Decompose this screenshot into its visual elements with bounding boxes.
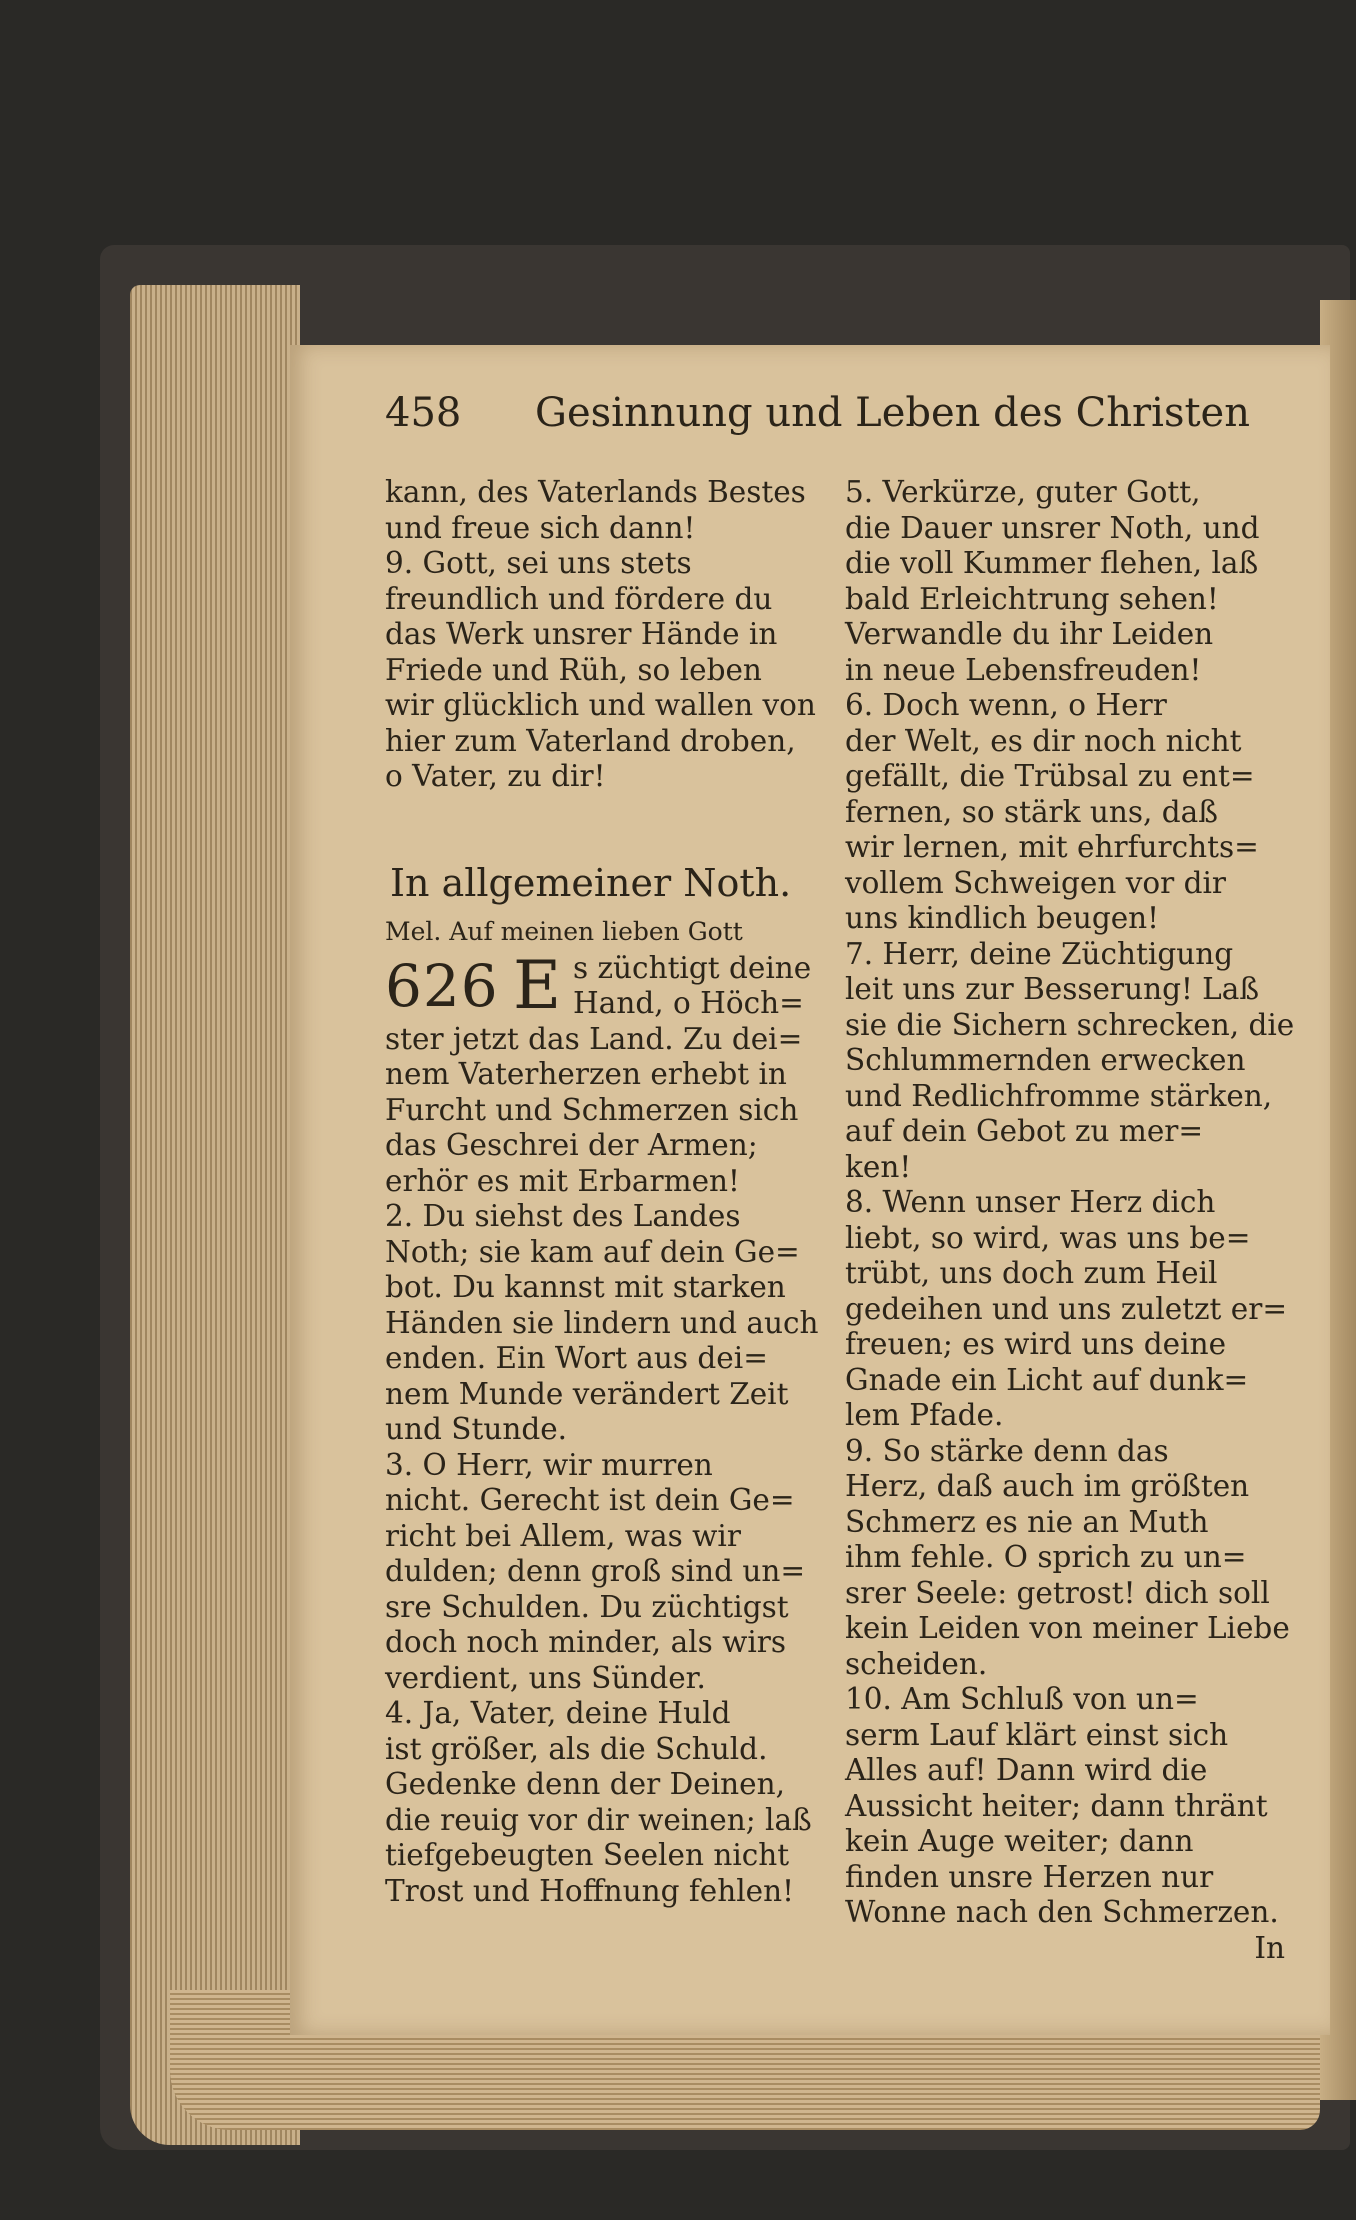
text-line: 6. Doch wenn, o Herr [845, 688, 1167, 722]
text-line: Schmerz es nie an Muth [845, 1504, 1209, 1539]
text-line: Friede und Rüh, so leben [385, 652, 762, 687]
text-line: vollem Schweigen vor dir [845, 865, 1227, 900]
left-column [385, 475, 819, 1909]
left-lines-before [385, 475, 815, 795]
text-line: ster jetzt das Land. Zu dei= [385, 1021, 803, 1056]
text-line: doch noch minder, als wirs [385, 1625, 787, 1659]
text-line: Trost und Hoffnung fehlen! [385, 1873, 794, 1908]
text-line: finden unsre Herzen nur [845, 1859, 1214, 1894]
text-line: und Redlichfromme stärken, [845, 1078, 1273, 1113]
text-line: ken! [845, 1149, 912, 1184]
text-line: ihm fehle. O sprich zu un= [845, 1540, 1247, 1574]
text-line: freundlich und fördere du [385, 581, 773, 616]
hymn-number: 626 [385, 951, 499, 1020]
text-line: wir lernen, mit ehrfurchts= [845, 830, 1259, 864]
text-line: das Geschrei der Armen; [385, 1128, 758, 1162]
text-line: und freue sich dann! [385, 510, 696, 545]
text-line: tiefgebeugten Seelen nicht [385, 1838, 790, 1872]
text-line: ist größer, als die Schuld. [385, 1731, 768, 1766]
text-line: scheiden. [845, 1646, 988, 1681]
text-line: serm Lauf klärt einst sich [845, 1717, 1229, 1752]
spacer [385, 795, 815, 853]
text-line: gedeihen und uns zuletzt er= [845, 1291, 1288, 1326]
text-line: Gnade ein Licht auf dunk= [845, 1362, 1249, 1397]
text-line: hier zum Vaterland droben, [385, 723, 796, 758]
text-line: sie die Sichern schrecken, die [845, 1007, 1295, 1042]
text-line: kein Auge weiter; dann [845, 1824, 1194, 1858]
melody-line: Mel. Auf meinen lieben Gott [385, 916, 743, 946]
text-line: Gedenke denn der Deinen, [385, 1767, 785, 1801]
text-line: die reuig vor dir weinen; laß [385, 1802, 812, 1837]
text-line: Furcht und Schmerzen sich [385, 1092, 799, 1127]
hymn-heading [385, 946, 815, 1024]
text-line: Alles auf! Dann wird die [845, 1753, 1208, 1787]
text-line: 2. Du siehst des Landes [385, 1199, 741, 1233]
text-line: 5. Verkürze, guter Gott, [845, 475, 1201, 509]
text-line: uns kindlich beugen! [845, 901, 1160, 935]
running-title: Gesinnung und Leben des Christen [535, 390, 1250, 436]
text-line: trübt, uns doch zum Heil [845, 1256, 1218, 1290]
book-page [290, 345, 1330, 2035]
text-line: richt bei Allem, was wir [385, 1518, 741, 1553]
text-line: srer Seele: getrost! dich soll [845, 1575, 1270, 1610]
text-line: Herz, daß auch im größten [845, 1469, 1250, 1503]
text-line: bald Erleichtrung sehen! [845, 581, 1219, 616]
text-line: enden. Ein Wort aus dei= [385, 1341, 768, 1375]
text-line: sre Schulden. Du züchtigst [385, 1589, 789, 1624]
catchword: In [1254, 1930, 1285, 1965]
text-line: leit uns zur Besserung! Laß [845, 972, 1260, 1006]
text-line: kann, des Vaterlands Bestes [385, 475, 806, 509]
text-line: Wonne nach den Schmerzen. [845, 1895, 1279, 1929]
text-line: 9. Gott, sei uns stets [385, 546, 692, 580]
text-line: Noth; sie kam auf dein Ge= [385, 1234, 800, 1269]
left-lines-after [385, 1021, 819, 1910]
text-line: 3. O Herr, wir murren [385, 1447, 713, 1482]
text-line: Aussicht heiter; dann thränt [845, 1788, 1268, 1823]
text-line: bot. Du kannst mit starken [385, 1270, 786, 1304]
text-line: s züchtigt deine [573, 950, 812, 985]
text-line: der Welt, es dir noch nicht [845, 723, 1242, 758]
text-line: 7. Herr, deine Züchtigung [845, 936, 1234, 971]
text-line: dulden; denn groß sind un= [385, 1554, 806, 1588]
text-line: erhör es mit Erbarmen! [385, 1163, 740, 1198]
text-line: nem Munde verändert Zeit [385, 1376, 789, 1411]
section-title: In allgemeiner Noth. [390, 860, 792, 905]
text-line: nem Vaterherzen erhebt in [385, 1057, 787, 1091]
page-edges-left [130, 285, 300, 2145]
text-line: o Vater, zu dir! [385, 759, 606, 793]
drop-capital: E [513, 946, 562, 1024]
text-line: und Stunde. [385, 1412, 568, 1446]
text-line: 10. Am Schluß von un= [845, 1682, 1199, 1716]
page-header [385, 390, 1285, 450]
text-line: auf dein Gebot zu mer= [845, 1114, 1204, 1148]
text-line: lem Pfade. [845, 1398, 1004, 1432]
text-line: die Dauer unsrer Noth, und [845, 510, 1260, 545]
text-line: Verwandle du ihr Leiden [845, 617, 1214, 651]
text-line: wir glücklich und wallen von [385, 688, 816, 722]
text-line: Händen sie lindern und auch [385, 1305, 819, 1340]
text-line: 4. Ja, Vater, deine Huld [385, 1696, 731, 1730]
text-line: 8. Wenn unser Herz dich [845, 1185, 1216, 1219]
text-line: verdient, uns Sünder. [385, 1660, 706, 1695]
text-line: 9. So stärke denn das [845, 1433, 1169, 1468]
text-line: gefällt, die Trübsal zu ent= [845, 759, 1255, 793]
text-line: kein Leiden von meiner Liebe [845, 1611, 1290, 1645]
text-line: fernen, so stärk uns, daß [845, 794, 1218, 829]
page-number: 458 [385, 390, 462, 436]
text-line: Schlummernden erwecken [845, 1043, 1246, 1077]
text-line: das Werk unsrer Hände in [385, 617, 778, 651]
text-line: die voll Kummer flehen, laß [845, 546, 1259, 580]
text-line: nicht. Gerecht ist dein Ge= [385, 1483, 795, 1517]
text-line: freuen; es wird uns deine [845, 1327, 1227, 1361]
right-column [845, 475, 1295, 1966]
text-line: Hand, o Höch= [573, 986, 804, 1020]
text-line: in neue Lebensfreuden! [845, 652, 1202, 687]
text-line: liebt, so wird, was uns be= [845, 1220, 1251, 1255]
